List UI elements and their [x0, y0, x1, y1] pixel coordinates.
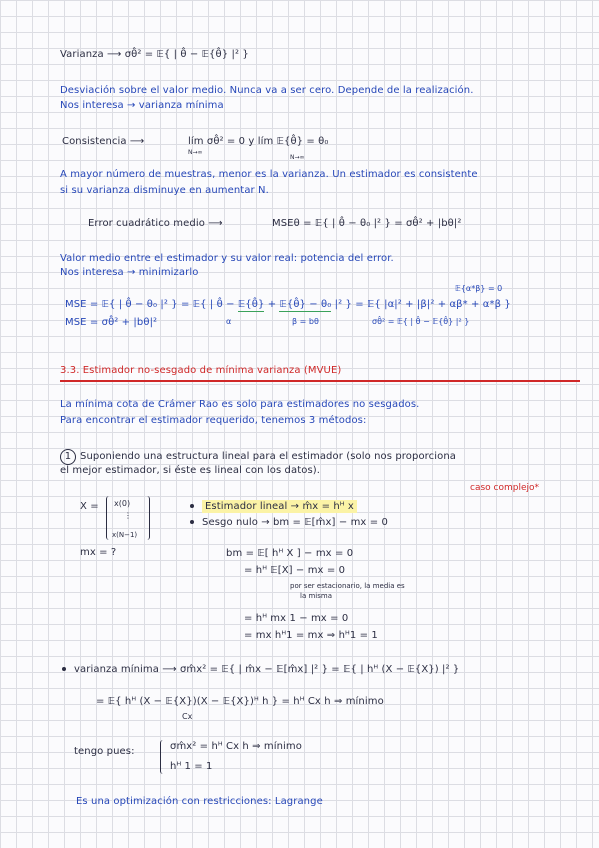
- bullet-sesgo-nulo: [190, 518, 388, 528]
- interesa-varianza-text: Nos interesa → varianza mínima: [60, 100, 224, 111]
- derivation-step-3: = hᴴ mx 1 − mx = 0: [244, 613, 349, 624]
- derivation-step-4: = mx hᴴ1 = mx ⇒ hᴴ1 = 1: [244, 630, 378, 641]
- varianza-definition: Varianza ⟶ σθ̂² = 𝔼{ | θ̂ − 𝔼{θ̂} |² }: [60, 49, 249, 60]
- lagrange-text: Es una optimización con restricciones: Lagrange: [76, 796, 323, 807]
- section-heading-3-3: 3.3. Estimador no-sesgado de mínima varianza (MVUE): [60, 365, 342, 376]
- stationary-note-2: la misma: [300, 592, 332, 600]
- bullet-estimador-lineal: [190, 502, 357, 512]
- minimizarlo-text: Nos interesa → minimizarlo: [60, 267, 199, 278]
- bullet-dot: [190, 504, 194, 508]
- mx-unknown: mx = ?: [80, 547, 117, 558]
- derivation-step-1: bm = 𝔼[ hᴴ X ] − mx = 0: [226, 548, 354, 559]
- stationary-note: por ser estacionario, la media es: [290, 582, 405, 590]
- desviacion-text: Desviación sobre el valor medio. Nunca va a ser cero. Depende de la realización.: [60, 85, 474, 96]
- tengo-pues-label: tengo pues:: [74, 746, 135, 757]
- bullet-dot: [190, 520, 194, 524]
- beta-label: β = bθ: [292, 317, 319, 326]
- limit-sub-2: N→∞: [290, 154, 305, 161]
- varianza-minima-text: varianza mínima ⟶ σm̂x² = 𝔼{ | m̂x − 𝔼[m̂x] |² } = 𝔼{ | hᴴ (X − 𝔼{X}) |² }: [74, 664, 460, 675]
- variance-note: σθ̂² = 𝔼{ | θ̂ − 𝔼{θ̂} |² }: [372, 317, 470, 326]
- x-vector-label: X =: [80, 501, 99, 512]
- cramer-rao-text: La mínima cota de Crámer Rao es solo para estimadores no sesgados.: [60, 399, 420, 410]
- estimador-lineal-text: Estimador lineal → m̂x = hᴴ x: [202, 500, 357, 513]
- alpha-term: 𝔼{θ̂}: [237, 299, 265, 310]
- method-1-line: [60, 449, 456, 465]
- x-vector-bracket-right: [144, 496, 150, 540]
- sesgo-nulo-text: Sesgo nulo → bm = 𝔼[m̂x] − mx = 0: [202, 517, 388, 528]
- system-equation-1: σm̂x² = hᴴ Cx h ⇒ mínimo: [170, 741, 302, 752]
- method-1-text-2: el mejor estimador, si éste es lineal con los datos).: [60, 465, 321, 476]
- x-vector-item-n: x(N−1): [112, 531, 138, 539]
- bullet-dot: [62, 667, 66, 671]
- x-vector-item-0: x(0): [114, 499, 131, 508]
- mse-explanation: Valor medio entre el estimador y su valor real: potencia del error.: [60, 253, 394, 264]
- varianza-expansion: = 𝔼{ hᴴ (X − 𝔼{X})(X − 𝔼{X})ᴴ h } = hᴴ Cx h ⇒ mínimo: [96, 696, 384, 707]
- alpha-label: α: [226, 317, 232, 326]
- mse-expansion-start: MSE = 𝔼{ | θ̂ − θ₀ |² } = 𝔼{ | θ̂ −: [65, 299, 235, 310]
- derivation-step-2: = hᴴ 𝔼[X] − mx = 0: [244, 565, 346, 576]
- consistencia-label: Consistencia ⟶: [62, 136, 145, 147]
- limit-sub-1: N→∞: [188, 149, 203, 156]
- cross-term-note: 𝔼{α*β} = 0: [455, 284, 503, 293]
- mse-expansion: [65, 300, 511, 310]
- mse-result: MSE = σθ̂² + |bθ|²: [65, 317, 158, 328]
- mse-formula: MSEθ = 𝔼{ | θ̂ − θ₀ |² } = σθ̂² + |bθ|²: [272, 218, 462, 229]
- method-1-text: Suponiendo una estructura lineal para el estimador (solo nos proporciona: [80, 451, 457, 462]
- mse-label: Error cuadrático medio ⟶: [88, 218, 223, 229]
- cx-label: Cx: [182, 712, 193, 721]
- varianza-minima-line: [62, 665, 459, 675]
- method-number-1: 1: [60, 449, 76, 465]
- caso-complejo-note: caso complejo*: [470, 483, 539, 493]
- system-equation-2: hᴴ 1 = 1: [170, 761, 213, 772]
- methods-intro: Para encontrar el estimador requerido, tenemos 3 métodos:: [60, 415, 367, 426]
- consistencia-explanation-2: si su varianza disminuye en aumentar N.: [60, 185, 269, 196]
- system-brace: [160, 740, 166, 774]
- section-underline: [60, 380, 580, 382]
- beta-term: 𝔼{θ̂} − θ₀: [279, 299, 332, 310]
- x-vector-ellipsis: ⋮: [124, 511, 132, 520]
- mse-expansion-end: |² } = 𝔼{ |α|² + |β|² + αβ* + α*β }: [334, 299, 511, 310]
- consistencia-formula: lím σθ̂² = 0 y lím 𝔼{θ̂} = θ₀: [188, 136, 329, 147]
- consistencia-explanation-1: A mayor número de muestras, menor es la varianza. Un estimador es consistente: [60, 169, 478, 180]
- plus-sign: +: [267, 299, 277, 310]
